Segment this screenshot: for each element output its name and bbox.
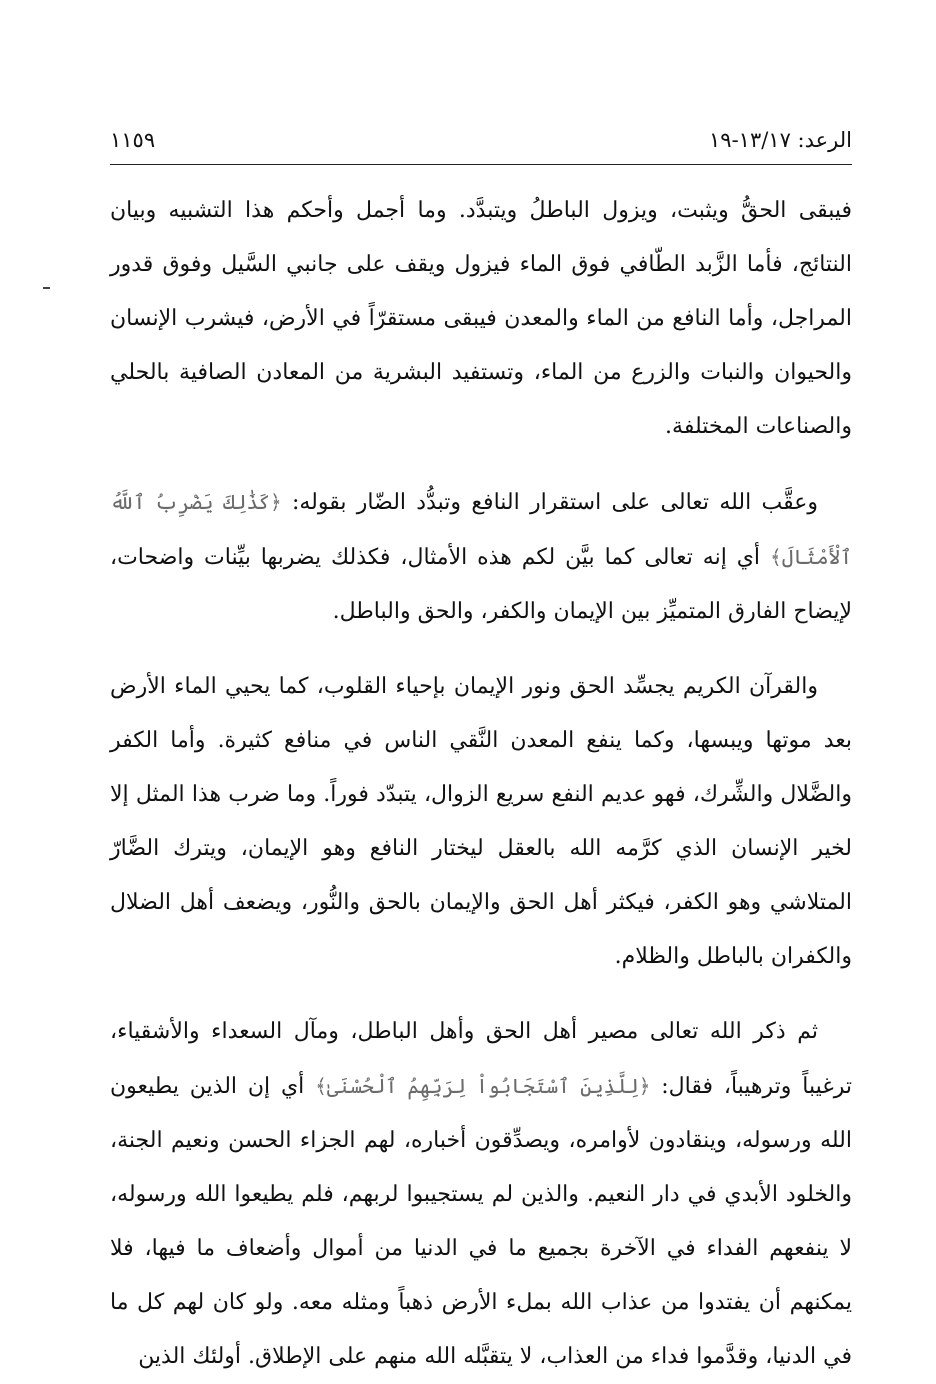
paragraph-text: والقرآن الكريم يجسِّد الحق ونور الإيمان بإحياء القلوب، كما يحيي الماء الأرض بعد موتها ويبسها، وكما ينفع المعدن النَّقي الناس في منافع كثيرة. وأما الكفر والضَّلال والشِّرك، فهو عديم النفع سريع الزوال، يتبدّد فوراً. وما ضرب هذا المثل إلا لخير الإنسان الذي كرَّمه الله بالعقل ليختار النافع وهو الإيمان، ويترك الضَّارّ المتلاشي وهو الكفر، فيكثر أهل الحق والإيمان بالحق والنُّور، ويضعف أهل الضلال والكفران بالباطل والظلام.	[110, 674, 852, 969]
running-header	[110, 122, 852, 162]
paragraph-1	[110, 184, 852, 454]
paragraph-text: فيبقى الحقُّ ويثبت، ويزول الباطلُ ويتبدَّد. وما أجمل وأحكم هذا التشبيه وبيان النتائج، فأما الزَّبد الطّافي فوق الماء فيزول ويقف على جانبي السَّيل وفوق قدور المراجل، وأما النافع من الماء والمعدن فيبقى مستقرّاً في الأرض، فيشرب الإنسان والحيوان والنبات والزرع من الماء، وتستفيد البشرية من المعادن الصافية بالحلي والصناعات المختلفة.	[110, 198, 852, 439]
body-text	[110, 184, 852, 1384]
paragraph-4	[110, 1005, 852, 1384]
paragraph-2	[110, 475, 852, 639]
paragraph-text: وعقَّب الله تعالى على استقرار النافع وتبدُّد الضّار بقوله:	[281, 490, 818, 515]
page-number: ١١٥٩	[110, 128, 156, 152]
quran-quote: ﴿كَذَٰلِكَ يَضْرِبُ ٱللَّهُ ٱلْأَمْثَالَ﴾	[110, 490, 852, 569]
header-divider	[110, 164, 852, 165]
paragraph-text: أي إنه تعالى كما بيَّن لكم هذه الأمثال، فكذلك يضربها بيِّنات واضحات، لإيضاح الفارق المتميِّز بين الإيمان والكفر، والحق والباطل.	[110, 545, 852, 624]
paragraph-text: أي إن الذين يطيعون الله ورسوله، وينقادون لأوامره، ويصدِّقون أخباره، لهم الجزاء الحسن ونعيم الجنة، والخلود الأبدي في دار النعيم. والذين لم يستجيبوا لربهم، فلم يطيعوا الله ورسوله، لا ينفعهم الفداء في الآخرة بجميع ما في الدنيا من أموال وأضعاف ما فيها، فلا يمكنهم أن يفتدوا من عذاب الله بملء الأرض ذهباً ومثله معه. ولو كان لهم كل ما في الدنيا، وقدَّموا فداء من العذاب، لا يتقبَّله الله منهم على الإطلاق. أولئك الذين	[110, 1074, 852, 1369]
margin-mark	[43, 287, 50, 289]
quran-quote: ﴿لِلَّذِينَ ٱسْتَجَابُواْ لِرَبِّهِمُ ٱلْحُسْنَىٰ﴾	[315, 1074, 651, 1098]
paragraph-text: ثم ذكر الله تعالى مصير أهل الحق وأهل الباطل، ومآل السعداء والأشقياء، ترغيباً وترهيباً، فقال:	[110, 1019, 852, 1099]
paragraph-3	[110, 660, 852, 984]
surah-verse-reference: الرعد: ١٣/١٧-١٩	[709, 128, 852, 152]
